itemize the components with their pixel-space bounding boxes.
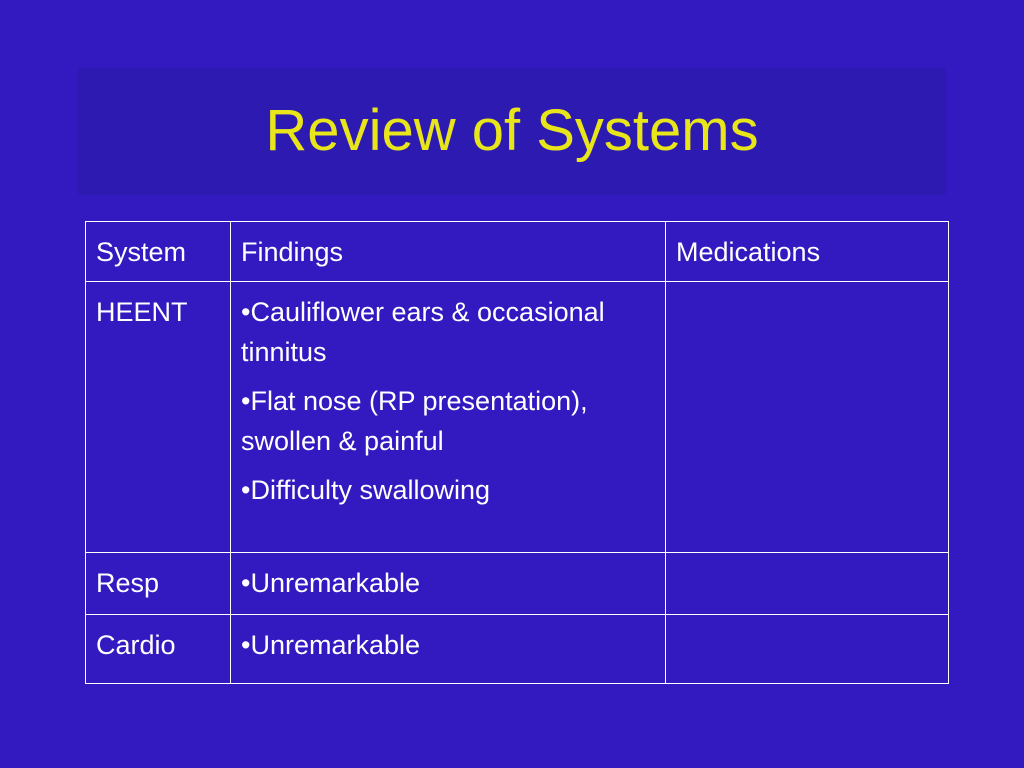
finding-item: •Difficulty swallowing <box>241 475 491 505</box>
medications-cell <box>666 615 949 684</box>
finding-item: •Flat nose (RP presentation), swollen & painful <box>241 386 588 456</box>
table-header-row <box>86 222 949 282</box>
header-system: System <box>86 222 231 282</box>
system-cell: Resp <box>86 553 231 615</box>
header-findings: Findings <box>231 222 666 282</box>
findings-cell <box>231 553 666 615</box>
finding-item: •Cauliflower ears & occasional tinnitus <box>241 297 605 367</box>
system-cell: HEENT <box>86 282 231 553</box>
findings-cell <box>231 615 666 684</box>
findings-cell <box>231 282 666 553</box>
table-row <box>86 282 949 553</box>
title-box <box>78 68 946 195</box>
finding-item: •Unremarkable <box>241 630 421 660</box>
finding-item: •Unremarkable <box>241 568 421 598</box>
system-cell: Cardio <box>86 615 231 684</box>
review-of-systems-table <box>85 221 949 684</box>
header-medications: Medications <box>666 222 949 282</box>
medications-cell <box>666 282 949 553</box>
table-row <box>86 615 949 684</box>
medications-cell <box>666 553 949 615</box>
table-row <box>86 553 949 615</box>
slide-title: Review of Systems <box>265 97 759 163</box>
